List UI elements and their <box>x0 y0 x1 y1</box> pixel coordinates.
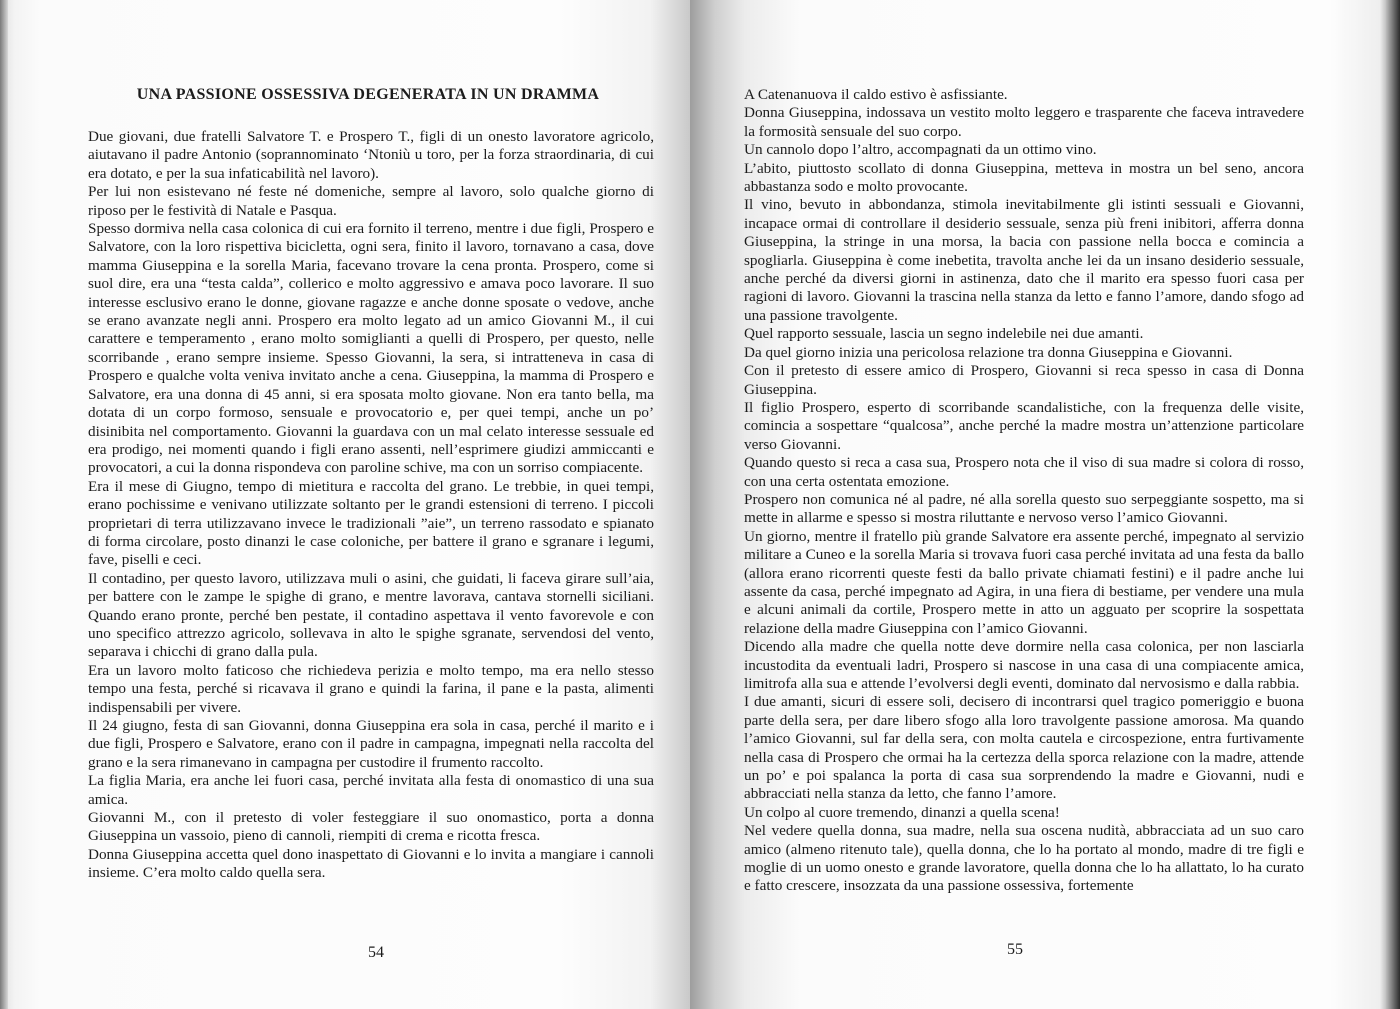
chapter-title: UNA PASSIONE OSSESSIVA DEGENERATA IN UN DRAMMA <box>136 86 600 103</box>
page-number-right: 55 <box>1007 941 1023 958</box>
paragraph: Un colpo al cuore tremendo, dinanzi a quella scena! <box>744 803 1060 821</box>
paragraph: Spesso dormiva nella casa colonica di cui era fornito il terreno, mentre i due figli, Prospero e Salvatore, con la loro rispettiva bicicletta, ogni sera, finito il lavoro, tornavano a casa, dove mamma Giuseppina e la sorella Maria, facevano trovare la cena pronta. Prospero, come si suol dire, era una “testa calda”, collerico e molto aggressivo e amava poco lavorare. Il suo interesse esclusivo erano le donne, giovane ragazze e anche donne sposate o vedove, anche se erano avanzate negli anni. Prospero era molto legato ad un amico Giovanni M., il cui carattere e temperamento , erano molto somiglianti a quelli di Prospero, per questo, nelle scorribande , erano sempre insieme. Spesso Giovanni, la sera, si intratteneva in casa di Prospero e qualche volta veniva invitato anche a cena. Giuseppina, la mamma di Prospero e Salvatore, era una donna di 45 anni, si era sposata molto giovane. Non era tanto bella, ma dotata di un corpo formoso, sensuale e provocatorio e, per quei tempi, anche un po’ disinibita nel comportamento. Giovanni la guardava con un mal celato interesse sessuale ed era prodigo, nei momenti quando i figli erano assenti, nell’esprimere giudizi ammiccanti e provocatori, a cui la donna rispondeva con paroline schive, ma con un sorriso compiacente. <box>88 220 654 477</box>
paragraph: L’abito, piuttosto scollato di donna Giuseppina, metteva in mostra un bel seno, ancora abbastanza sodo e molto provocante. <box>744 159 1304 196</box>
paragraph: Il 24 giugno, festa di san Giovanni, donna Giuseppina era sola in casa, perché il marito e i due figli, Prospero e Salvatore, erano con il padre in campagna, impegnati nella raccolta del grano e la sera rimanevano in campagna per custodire il frumento raccolto. <box>88 717 654 771</box>
left-page <box>0 0 690 1009</box>
paragraph: Giovanni M., con il pretesto di voler festeggiare il suo onomastico, porta a donna Giuseppina un vassoio, pieno di cannoli, riempiti di crema e ricotta fresca. <box>88 809 654 845</box>
paragraph: A Catenanuova il caldo estivo è asfissiante. <box>744 86 1008 103</box>
paragraph: Il figlio Prospero, esperto di scorribande scandalistiche, con la frequenza delle visite, comincia a sospettare “qualcosa”, anche perché la madre mostra un’attenzione particolare verso Giovanni. <box>744 398 1304 453</box>
paragraph: Un giorno, mentre il fratello più grande Salvatore era assente perché, impegnato al servizio militare a Cuneo e la sorella Maria si trovava fuori casa perché invitata ad una festa da ballo (allora erano ricorrenti queste festi da ballo private chiamati festini) e il padre anche lui assente da casa, perché impegnato ad Agira, in una fiera di bestiame, per vendere una mula e alcuni animali da cortile, Prospero mette in atto un agguato per scoprire la sospettata relazione della madre Giuseppina con l’amico Giovanni. <box>744 527 1304 637</box>
paragraph: I due amanti, sicuri di essere soli, decisero di incontrarsi quel tragico pomeriggio e buona parte della sera, per dare libero sfogo alla loro travolgente passione amorosa. Ma quando l’amico Giovanni, sul far della sera, con molta cautela e circospezione, entra furtivamente nella casa di Prospero che ormai ha la certezza della sporca relazione con la madre, attende un po’ e poi spalanca la porta di casa sua sorprendendo la madre e Giovanni, nudi e abbracciati nella stanza da letto, che fanno l’amore. <box>744 693 1304 803</box>
right-page <box>690 0 1400 1009</box>
paragraph: Quel rapporto sessuale, lascia un segno indelebile nei due amanti. <box>744 325 1144 343</box>
paragraph: Con il pretesto di essere amico di Prospero, Giovanni si reca spesso in casa di Donna Giuseppina. <box>744 362 1304 398</box>
paragraph: Il contadino, per questo lavoro, utilizzava muli o asini, che guidati, li faceva girare sull’aia, per battere con le zampe le spighe di grano, e mentre lavorava, cantava stornelli siciliani. Quando erano pronte, perché ben pestate, il contadino aspettava il vento favorevole e con uno specifico attrezzo agricolo, sollevava in alto le spighe sgranate, servendosi del vento, separava i chicchi di grano dalla pula. <box>88 569 654 661</box>
paragraph: Nel vedere quella donna, sua madre, nella sua oscena nudità, abbracciata ad un suo caro amico (almeno ritenuto tale), quella donna, che lo ha portato al mondo, madre di tre figli e moglie di un uomo onesto e grande lavoratore, quella donna che lo ha allattato, lo ha curato e fatto crescere, insozzata da una passione ossessiva, fortemente <box>744 822 1304 895</box>
book-edge-left <box>0 0 8 1009</box>
paragraph: Da quel giorno inizia una pericolosa relazione tra donna Giuseppina e Giovanni. <box>744 343 1233 361</box>
paragraph: Era un lavoro molto faticoso che richiedeva perizia e molto tempo, ma era nello stesso tempo una festa, perché si ricavava il grano e quindi la farina, il pane e la pasta, alimenti indispensabili per vivere. <box>88 661 654 716</box>
paragraph: Un cannolo dopo l’altro, accompagnati da un ottimo vino. <box>744 141 1097 159</box>
right-page-body <box>744 86 1304 896</box>
paragraph: Dicendo alla madre che quella notte deve dormire nella casa colonica, per non lasciarla incustodita da eventuali ladri, Prospero si nascose in una casa di una compiacente amica, limitrofa alla sua e attende l’evolversi degli eventi, dominato dal nervosismo e dalla rabbia. <box>744 638 1304 692</box>
paragraph: Donna Giuseppina, indossava un vestito molto leggero e trasparente che faceva intravedere la formosità sensuale del suo corpo. <box>744 104 1304 140</box>
paragraph: Donna Giuseppina accetta quel dono inaspettato di Giovanni e lo invita a mangiare i cannoli insieme. C’era molto caldo quella sera. <box>88 845 654 882</box>
paragraph: Quando questo si reca a casa sua, Prospero nota che il viso di sua madre si colora di rosso, con una certa ostentata emozione. <box>744 454 1304 490</box>
paragraph: La figlia Maria, era anche lei fuori casa, perché invitata alla festa di onomastico di una sua amica. <box>88 772 654 808</box>
paragraph: Due giovani, due fratelli Salvatore T. e Prospero T., figli di un onesto lavoratore agricolo, aiutavano il padre Antonio (soprannominato ‘Ntoniù u toro, per la forza straordinaria, di cui era dotato, e per la sua infaticabilità nel lavoro). <box>88 128 654 182</box>
page-number-left: 54 <box>368 944 384 961</box>
paragraph: Era il mese di Giugno, tempo di mietitura e raccolta del grano. Le trebbie, in quei tempi, erano pochissime e venivano utilizzate soltanto per le grandi estensioni di terreno. I piccoli proprietari di terra utilizzavano invece le tradizionali ”aie”, un terreno rassodato e spianato di forma circolare, posto dinanzi le case coloniche, per battere il grano e sgranare i legumi, fave, piselli e ceci. <box>88 477 654 569</box>
book-edge-right <box>1386 0 1400 1009</box>
paragraph: Prospero non comunica né al padre, né alla sorella questo suo serpeggiante sospetto, ma si mette in allarme e spesso si mostra riluttante e nervoso verso l’amico Giovanni. <box>744 490 1304 527</box>
paragraph: Per lui non esistevano né feste né domeniche, sempre al lavoro, solo qualche giorno di riposo per le festività di Natale e Pasqua. <box>88 183 654 219</box>
paragraph: Il vino, bevuto in abbondanza, stimola inevitabilmente gli istinti sessuali e Giovanni, incapace ormai di controllare il desiderio sessuale, senza più freni inibitori, afferra donna Giuseppina, la stringe in una morsa, la bacia con passione nella bocca e comincia a spogliarla. Giuseppina è come inebetita, travolta anche lei da un insano desiderio sessuale, anche perché da diversi giorni in astinenza, dato che il marito era spesso fuori casa per ragioni di lavoro. Giovanni la trascina nella stanza da letto e fanno l’amore, dando sfogo ad una passione travolgente. <box>744 196 1304 324</box>
left-page-body <box>88 128 654 883</box>
